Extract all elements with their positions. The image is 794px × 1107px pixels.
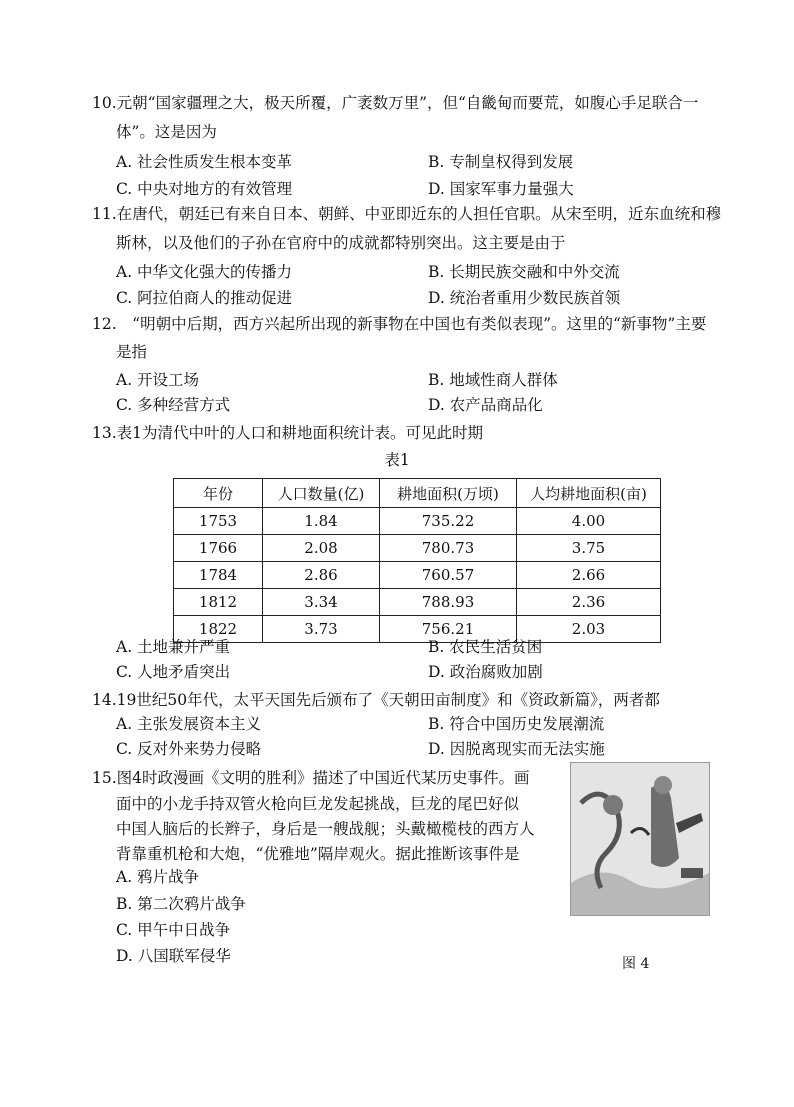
table-cell: 3.75 (517, 535, 661, 562)
table-cell: 4.00 (517, 508, 661, 535)
table-cell: 1753 (174, 508, 263, 535)
q15-stem-line1: 15.图4时政漫画《文明的胜利》描述了中国近代某历史事件。画 (92, 769, 530, 787)
q10-option-d: D. 国家军事力量强大 (428, 180, 574, 198)
table-cell: 1.84 (263, 508, 380, 535)
table-cell: 760.57 (380, 562, 517, 589)
q11-stem-line2: 斯林，以及他们的子孙在官府中的成就都特别突出。这主要是由于 (116, 234, 566, 252)
q14-option-a: A. 主张发展资本主义 (116, 715, 262, 733)
table-cell: 3.73 (263, 616, 380, 643)
q12-stem-line2: 是指 (116, 343, 148, 361)
table-title: 表1 (384, 451, 410, 469)
figure-label: 图 4 (622, 956, 650, 972)
population-farmland-table (173, 478, 661, 643)
q15-option-b: B. 第二次鸦片战争 (116, 895, 246, 913)
q11-option-b: B. 长期民族交融和中外交流 (428, 263, 620, 281)
q15-stem-line3: 中国人脑后的长辫子，身后是一艘战舰；头戴橄榄枝的西方人 (116, 820, 535, 838)
q13-stem: 13.表1为清代中叶的人口和耕地面积统计表。可见此时期 (92, 424, 484, 442)
q12-option-c: C. 多种经营方式 (116, 396, 231, 414)
table-cell: 735.22 (380, 508, 517, 535)
table-cell: 1766 (174, 535, 263, 562)
q13-option-d: D. 政治腐败加剧 (428, 663, 543, 681)
q10-option-c: C. 中央对地方的有效管理 (116, 180, 293, 198)
table-cell: 1812 (174, 589, 263, 616)
q11-option-a: A. 中华文化强大的传播力 (116, 263, 293, 281)
table-cell: 788.93 (380, 589, 517, 616)
cartoon-illustration (571, 763, 709, 915)
table-cell: 1784 (174, 562, 263, 589)
q11-option-c: C. 阿拉伯商人的推动促进 (116, 289, 293, 307)
q15-option-c: C. 甲午中日战争 (116, 921, 231, 939)
q14-stem: 14.19世纪50年代，太平天国先后颁布了《天朝田亩制度》和《资政新篇》，两者都 (92, 691, 660, 709)
q12-option-a: A. 开设工场 (116, 371, 200, 389)
table-cell: 1822 (174, 616, 263, 643)
table-row (174, 589, 661, 616)
table-cell: 2.03 (517, 616, 661, 643)
cartoon-image (570, 762, 710, 916)
q15-option-d: D. 八国联军侵华 (116, 947, 231, 965)
q14-option-b: B. 符合中国历史发展潮流 (428, 715, 605, 733)
table-cell: 2.86 (263, 562, 380, 589)
table-header: 人均耕地面积(亩) (517, 479, 661, 508)
q14-option-c: C. 反对外来势力侵略 (116, 740, 262, 758)
q10-option-b: B. 专制皇权得到发展 (428, 153, 574, 171)
table-cell: 756.21 (380, 616, 517, 643)
table-header: 年份 (174, 479, 263, 508)
table-cell: 2.66 (517, 562, 661, 589)
q15-stem-line2: 面中的小龙手持双管火枪向巨龙发起挑战，巨龙的尾巴好似 (116, 795, 520, 813)
table-row (174, 616, 661, 643)
q13-option-a: A. 土地兼并严重 (116, 638, 231, 656)
q10-option-a: A. 社会性质发生根本变革 (116, 153, 293, 171)
q12-stem-line1: 12. “明朝中后期，西方兴起所出现的新事物在中国也有类似表现”。这里的“新事物”主要 (92, 315, 707, 333)
table-row (174, 562, 661, 589)
table-header-row (174, 479, 661, 508)
q10-stem-line2: 体”。这是因为 (116, 123, 217, 141)
q11-option-d: D. 统治者重用少数民族首领 (428, 289, 621, 307)
q12-option-b: B. 地域性商人群体 (428, 371, 558, 389)
q15-stem-line4: 背靠重机枪和大炮，“优雅地”隔岸观火。据此推断该事件是 (116, 845, 520, 863)
q14-option-d: D. 因脱离现实而无法实施 (428, 740, 605, 758)
table-header: 耕地面积(万顷) (380, 479, 517, 508)
q15-option-a: A. 鸦片战争 (116, 868, 200, 886)
q13-option-c: C. 人地矛盾突出 (116, 663, 231, 681)
table-cell: 780.73 (380, 535, 517, 562)
q10-stem-line1: 10.元朝“国家疆理之大，极天所覆，广袤数万里”，但“自畿甸而要荒，如腹心手足联合一 (92, 94, 699, 112)
q12-option-d: D. 农产品商品化 (428, 396, 543, 414)
table-cell: 3.34 (263, 589, 380, 616)
q11-stem-line1: 11.在唐代，朝廷已有来自日本、朝鲜、中亚即近东的人担任官职。从宋至明，近东血统和穆 (92, 205, 722, 223)
table-cell: 2.36 (517, 589, 661, 616)
table-header: 人口数量(亿) (263, 479, 380, 508)
q13-option-b: B. 农民生活贫困 (428, 638, 543, 656)
table-cell: 2.08 (263, 535, 380, 562)
table-row (174, 508, 661, 535)
table-row (174, 535, 661, 562)
